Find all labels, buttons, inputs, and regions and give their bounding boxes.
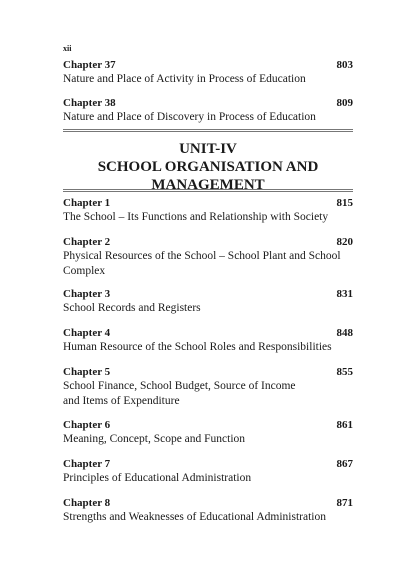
unit-divider-bottom: [63, 189, 353, 192]
unit-heading: [63, 140, 353, 194]
toc-entry-head: [63, 418, 353, 432]
toc-entry-chapter-2: [63, 235, 353, 279]
chapter-title: Nature and Place of Discovery in Process of Education: [63, 111, 316, 123]
toc-entry-chapter-7: [63, 457, 353, 486]
chapter-title: Meaning, Concept, Scope and Function: [63, 433, 246, 445]
chapter-page: 831: [336, 288, 353, 300]
toc-entry-chapter-8: [63, 496, 353, 525]
chapter-page: 867: [336, 458, 353, 470]
chapter-label: Chapter 3: [63, 288, 111, 300]
chapter-label: Chapter 38: [63, 97, 116, 109]
chapter-label: Chapter 5: [63, 366, 111, 378]
chapter-label: Chapter 7: [63, 458, 111, 470]
toc-entry-head: [63, 235, 353, 249]
toc-entry-head: [63, 457, 353, 471]
chapter-label: Chapter 6: [63, 419, 111, 431]
chapter-page: 861: [336, 419, 353, 431]
chapter-title-line-1: School Finance, School Budget, Source of Income: [63, 380, 296, 392]
chapter-page: 855: [336, 366, 353, 378]
chapter-title-line-2: Complex: [63, 265, 106, 277]
chapter-page: 803: [336, 59, 353, 71]
page-number: xii: [63, 44, 72, 53]
toc-entry-chapter-5: [63, 365, 353, 409]
toc-entry-head: [63, 365, 353, 379]
chapter-title: The School – Its Functions and Relationship with Society: [63, 211, 329, 223]
unit-title-line-1: SCHOOL ORGANISATION AND: [97, 159, 319, 175]
chapter-title: Nature and Place of Activity in Process of Education: [63, 73, 306, 85]
unit-divider-top: [63, 129, 353, 132]
chapter-title: School Records and Registers: [63, 302, 201, 314]
chapter-label: Chapter 37: [63, 59, 116, 71]
chapter-title-line-2: and Items of Expenditure: [63, 395, 180, 407]
chapter-label: Chapter 1: [63, 197, 111, 209]
toc-entry-chapter-37: [63, 58, 353, 87]
chapter-label: Chapter 4: [63, 327, 111, 339]
chapter-title-line-1: Physical Resources of the School – School Plant and School: [63, 250, 341, 262]
unit-number: UNIT-IV: [179, 141, 237, 157]
chapter-page: 871: [336, 497, 353, 509]
chapter-title: Principles of Educational Administration: [63, 472, 252, 484]
toc-entry-chapter-1: [63, 196, 353, 225]
chapter-title: Strengths and Weaknesses of Educational Administration: [63, 511, 326, 523]
chapter-label: Chapter 2: [63, 236, 111, 248]
chapter-page: 820: [336, 236, 353, 248]
toc-entry-head: [63, 326, 353, 340]
toc-entry-head: [63, 196, 353, 210]
chapter-page: 815: [336, 197, 353, 209]
toc-entry-chapter-4: [63, 326, 353, 355]
chapter-title: Human Resource of the School Roles and Responsibilities: [63, 341, 332, 353]
toc-entry-head: [63, 58, 353, 72]
chapter-page: 848: [336, 327, 353, 339]
chapter-label: Chapter 8: [63, 497, 111, 509]
toc-entry-head: [63, 96, 353, 110]
toc-entry-head: [63, 496, 353, 510]
toc-entry-head: [63, 287, 353, 301]
toc-entry-chapter-38: [63, 96, 353, 125]
chapter-page: 809: [336, 97, 353, 109]
unit-title-line-2: MANAGEMENT: [151, 177, 265, 193]
toc-entry-chapter-6: [63, 418, 353, 447]
toc-entry-chapter-3: [63, 287, 353, 316]
